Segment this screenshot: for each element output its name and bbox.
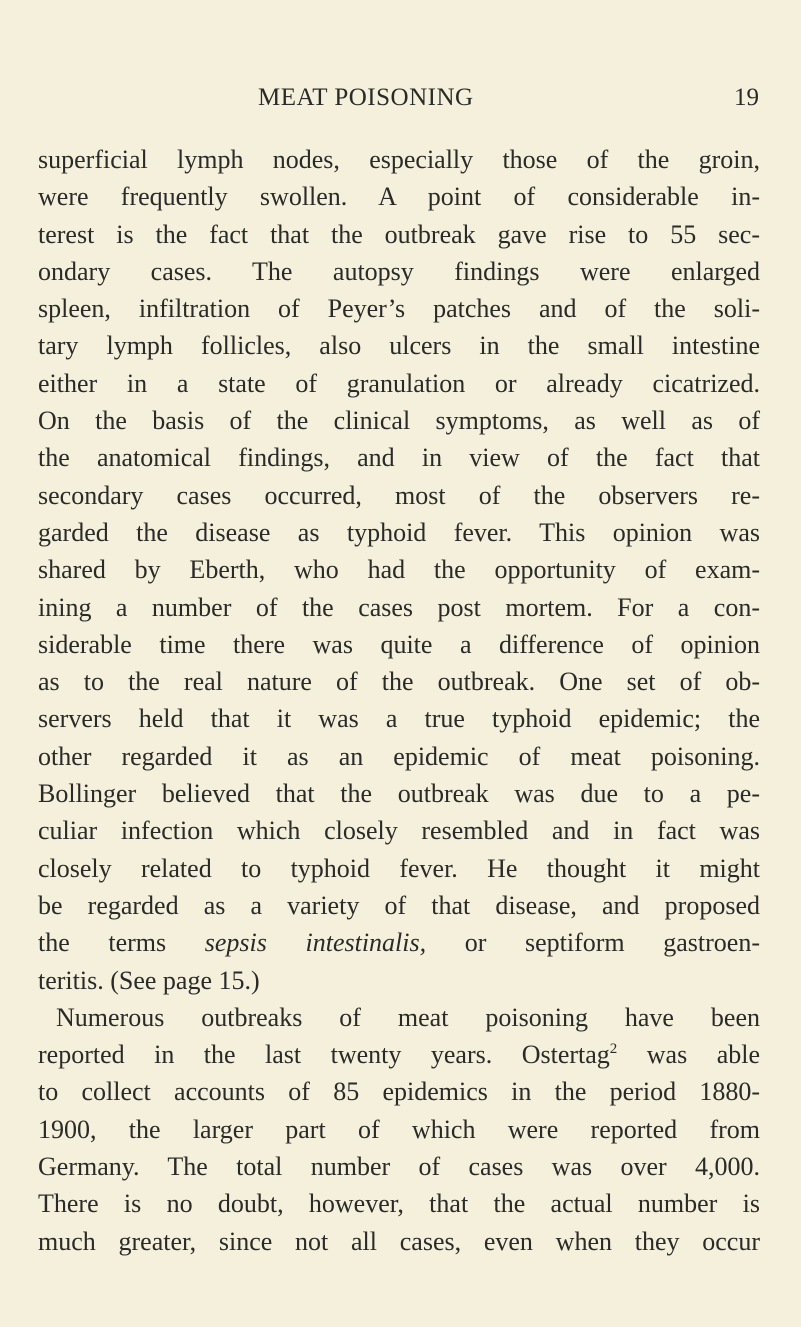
text-line: Germany. The total number of cases was over 4,000. xyxy=(38,1152,760,1182)
text-line: There is no doubt, however, that the actual number is xyxy=(38,1189,760,1219)
text-line: tary lymph follicles, also ulcers in the small intestine xyxy=(38,331,760,361)
text-line: culiar infection which closely resembled and in fact was xyxy=(38,816,760,846)
running-head: MEAT POISONING xyxy=(258,84,474,111)
text-line: siderable time there was quite a difference of opinion xyxy=(38,629,760,659)
text-line: spleen, infiltration of Peyer’s patches and of the soli- xyxy=(38,294,760,324)
text-line-with-footnote xyxy=(38,1036,760,1073)
text-line: be regarded as a variety of that disease, and proposed xyxy=(38,890,760,920)
text-line: shared by Eberth, who had the opportunity of exam- xyxy=(38,555,760,585)
text-line: ining a number of the cases post mortem. For a con- xyxy=(38,592,760,622)
text-line: secondary cases occurred, most of the observers re- xyxy=(38,480,760,510)
text-line: Bollinger believed that the outbreak was due to a pe- xyxy=(38,779,760,809)
page-header xyxy=(0,84,801,124)
text-line: to collect accounts of 85 epidemics in the period 1880- xyxy=(38,1077,760,1107)
text-fragment: was able xyxy=(617,1040,760,1070)
text-fragment: reported in the last twenty years. Ostertag xyxy=(38,1040,610,1070)
footnote-marker: 2 xyxy=(609,1041,618,1058)
text-line-with-italic xyxy=(38,924,760,961)
text-fragment: the terms xyxy=(38,928,205,958)
body-text xyxy=(38,141,760,1260)
text-line: as to the real nature of the outbreak. One set of ob- xyxy=(38,667,760,697)
text-line: much greater, since not all cases, even when they occur xyxy=(38,1226,760,1256)
italic-term: sepsis intestinalis, xyxy=(204,928,427,958)
text-fragment: or septiform gastroen- xyxy=(426,928,761,958)
page-number: 19 xyxy=(734,84,759,111)
text-line: superficial lymph nodes, especially those of the groin, xyxy=(38,145,760,174)
text-line: terest is the fact that the outbreak gave rise to 55 sec- xyxy=(38,219,760,249)
text-line: On the basis of the clinical symptoms, as well as of xyxy=(38,406,760,436)
text-line: ondary cases. The autopsy findings were enlarged xyxy=(38,256,760,286)
text-line: 1900, the larger part of which were reported from xyxy=(38,1114,760,1144)
text-line: the anatomical findings, and in view of the fact that xyxy=(38,443,760,473)
text-line: servers held that it was a true typhoid epidemic; the xyxy=(38,704,760,734)
text-line: were frequently swollen. A point of considerable in- xyxy=(38,182,760,212)
text-line: either in a state of granulation or already cicatrized. xyxy=(38,368,760,398)
paragraph-start-line: Numerous outbreaks of meat poisoning have been xyxy=(56,1002,760,1032)
paragraph-end-line: teritis. (See page 15.) xyxy=(38,965,260,995)
text-line: other regarded it as an epidemic of meat poisoning. xyxy=(38,741,760,771)
text-line: closely related to typhoid fever. He thought it might xyxy=(38,853,760,883)
text-line: garded the disease as typhoid fever. This opinion was xyxy=(38,517,760,547)
